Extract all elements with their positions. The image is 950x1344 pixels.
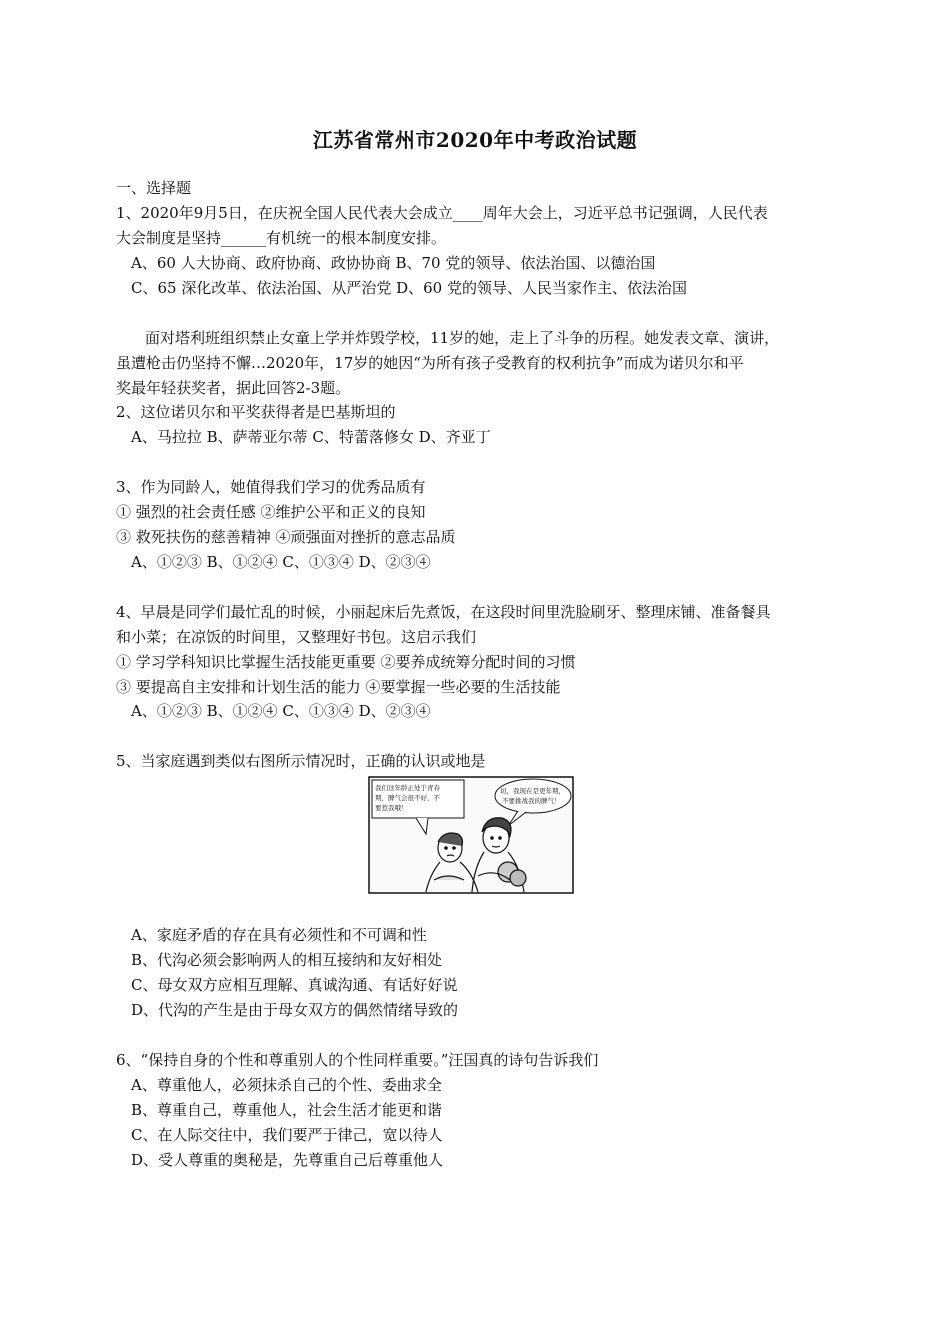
q5-option-b: B、代沟必须会影响两人的相互接纳和友好相处 — [131, 951, 443, 969]
q6-option-c: C、在人际交往中，我们要严于律己，宽以待人 — [131, 1126, 443, 1144]
passage-line3: 奖最年轻获奖者，据此回答2-3题。 — [116, 379, 351, 397]
q4-options: A、①②③ B、①②④ C、①③④ D、②③④ — [131, 702, 431, 720]
q6-option-b: B、尊重自己，尊重他人，社会生活才能更和谐 — [131, 1101, 443, 1119]
q3-stem: 3、作为同龄人，她值得我们学习的优秀品质有 — [116, 478, 426, 496]
q6-option-d: D、受人尊重的奥秘是，先尊重自己后尊重他人 — [131, 1151, 444, 1169]
q1-stem-line2: 大会制度是坚持______有机统一的根本制度安排。 — [116, 229, 447, 247]
q6-stem: 6、“保持自身的个性和尊重别人的个性同样重要。”汪国真的诗句告诉我们 — [116, 1051, 599, 1069]
q5-option-d: D、代沟的产生是由于母女双方的偶然情绪导致的 — [131, 1001, 459, 1019]
cartoon-bubble-right-line1: 切，我现在是更年期， — [500, 787, 565, 795]
q3-items-line2: ③ 救死扶伤的慈善精神 ④顽强面对挫折的意志品质 — [116, 528, 456, 546]
q4-stem-line2: 和小菜；在凉饭的时间里，又整理好书包。这启示我们 — [116, 628, 477, 646]
q1-options-line1: A、60 人大协商、政府协商、政协协商 B、70 党的领导、依法治国、以德治国 — [131, 254, 656, 272]
q5-option-c: C、母女双方应相互理解、真诚沟通、有话好好说 — [131, 976, 458, 994]
q3-items-line1: ① 强烈的社会责任感 ②维护公平和正义的良知 — [116, 503, 426, 521]
cartoon-image — [368, 776, 574, 894]
q6-option-a: A、尊重他人，必须抹杀自己的个性、委曲求全 — [131, 1076, 442, 1094]
page-title: 江苏省常州市2020年中考政治试题 — [312, 128, 638, 152]
q3-options: A、①②③ B、①②④ C、①③④ D、②③④ — [131, 553, 431, 571]
passage-line2: 虽遭枪击仍坚持不懈…2020年，17岁的她因“为所有孩子受教育的权利抗争”而成为诺贝尔和平 — [116, 354, 744, 372]
q5-stem: 5、当家庭遇到类似右图所示情况时，正确的认识或地是 — [116, 752, 486, 770]
q2-options: A、马拉拉 B、萨蒂亚尔蒂 C、特蕾落修女 D、齐亚丁 — [131, 428, 491, 446]
section-heading: 一、选择题 — [116, 179, 192, 197]
q2-stem: 2、这位诺贝尔和平奖获得者是巴基斯坦的 — [116, 403, 396, 421]
q1-options-line2: C、65 深化改革、依法治国、从严治党 D、60 党的领导、人民当家作主、依法治国 — [131, 279, 687, 297]
cartoon-bubble-left-line1: 我们这年龄正处于青春 — [375, 784, 440, 792]
cartoon-bubble-right-line2: 不要挑战我的脾气！ — [502, 797, 561, 805]
q4-items-line2: ③ 要提高自主安排和计划生活的能力 ④要掌握一些必要的生活技能 — [116, 678, 561, 696]
q4-stem-line1: 4、早晨是同学们最忙乱的时候，小丽起床后先煮饭，在这段时间里洗脸刷牙、整理床铺、准备餐具 — [116, 603, 771, 621]
q5-option-a: A、家庭矛盾的存在具有必须性和不可调和性 — [131, 926, 427, 944]
q4-items-line1: ① 学习学科知识比掌握生活技能更重要 ②要养成统筹分配时间的习惯 — [116, 653, 576, 671]
cartoon-bubble-left-line2: 期，脾气会很不好，不 — [375, 794, 440, 802]
cartoon-bubble-left-line3: 要惹我哦！ — [375, 804, 408, 812]
q1-stem-line1: 1、2020年9月5日，在庆祝全国人民代表大会成立____周年大会上，习近平总书记强调，人民代表 — [116, 204, 768, 222]
passage-line1: 面对塔利班组织禁止女童上学并炸毁学校，11岁的她，走上了斗争的历程。她发表文章、演讲， — [145, 329, 780, 347]
